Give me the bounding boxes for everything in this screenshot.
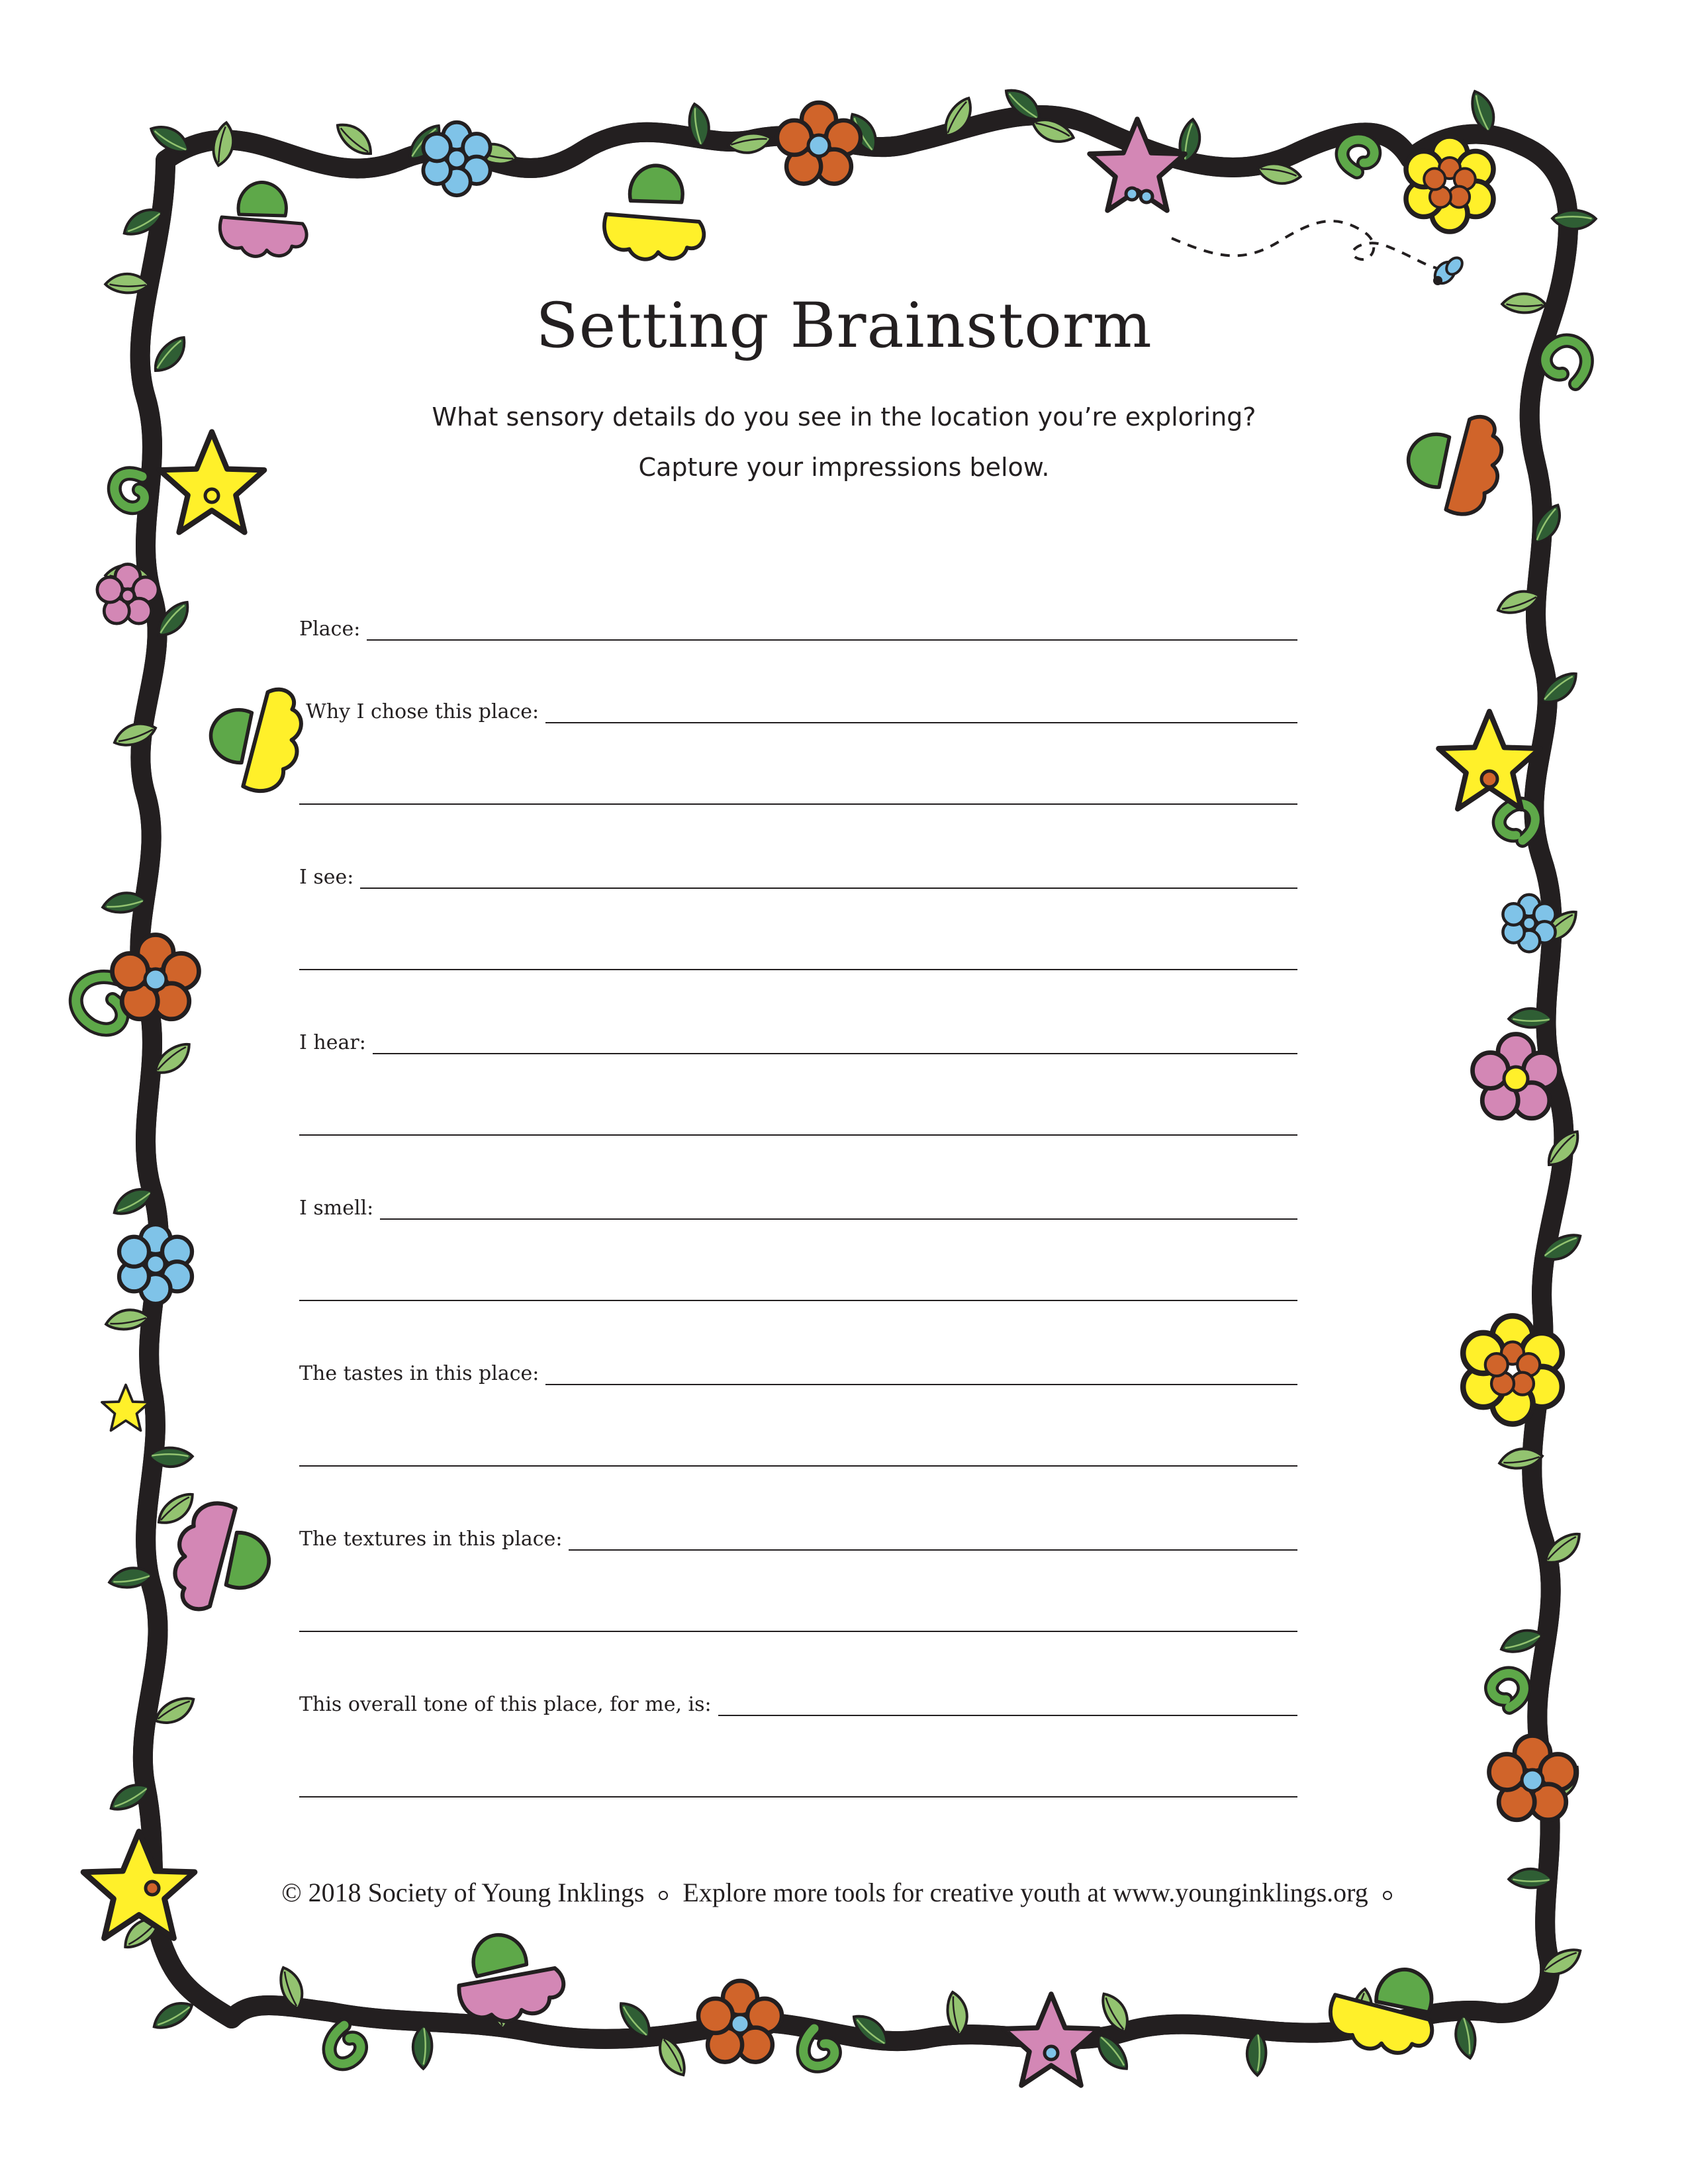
textures-field[interactable] [299, 1512, 1297, 1552]
page-title: Setting Brainstorm [536, 290, 1152, 362]
textures-writing-line-2[interactable] [299, 1631, 1297, 1632]
i-see-writing-line-2[interactable] [299, 969, 1297, 970]
bullet-end-icon [1383, 1891, 1392, 1900]
footer [0, 1877, 1688, 1908]
intro-line-1: What sensory details do you see in the location you’re exploring? [432, 402, 1256, 432]
i-see-label: I see: [299, 866, 354, 889]
border-flowers [83, 103, 1575, 2085]
place-field[interactable] [299, 602, 1297, 642]
i-smell-writing-line[interactable] [380, 1218, 1297, 1220]
tone-label: This overall tone of this place, for me, is: [299, 1693, 712, 1716]
i-smell-label: I smell: [299, 1197, 374, 1220]
textures-label: The textures in this place: [299, 1527, 563, 1551]
tastes-writing-line[interactable] [545, 1384, 1297, 1385]
i-hear-field[interactable] [299, 1016, 1297, 1056]
tastes-label: The tastes in this place: [299, 1362, 539, 1385]
footer-tagline: Explore more tools for creative youth at www.younginklings.org [682, 1878, 1368, 1907]
footer-copyright: © 2018 Society of Young Inklings [281, 1878, 645, 1907]
textures-writing-line[interactable] [569, 1549, 1297, 1551]
i-smell-field[interactable] [299, 1181, 1297, 1221]
tone-writing-line-2[interactable] [299, 1796, 1297, 1797]
tastes-field[interactable] [299, 1347, 1297, 1387]
i-see-writing-line[interactable] [360, 887, 1297, 889]
i-hear-writing-line-2[interactable] [299, 1134, 1297, 1136]
i-see-field[interactable] [299, 850, 1297, 890]
i-hear-writing-line[interactable] [373, 1053, 1297, 1054]
vine-leaves [102, 81, 1597, 2078]
tastes-writing-line-2[interactable] [299, 1465, 1297, 1467]
bee-icon [1172, 221, 1466, 287]
tone-field[interactable] [299, 1678, 1297, 1717]
why-chose-label: Why I chose this place: [306, 700, 539, 723]
i-smell-writing-line-2[interactable] [299, 1300, 1297, 1301]
why-chose-writing-line[interactable] [545, 722, 1297, 723]
intro-line-2: Capture your impressions below. [638, 453, 1050, 482]
why-chose-writing-line-2[interactable] [299, 803, 1297, 805]
place-label: Place: [299, 617, 361, 641]
place-writing-line[interactable] [367, 639, 1297, 641]
bullet-separator-icon [659, 1891, 668, 1900]
i-hear-label: I hear: [299, 1031, 366, 1054]
tone-writing-line[interactable] [718, 1715, 1297, 1716]
why-chose-field[interactable] [306, 685, 1297, 725]
